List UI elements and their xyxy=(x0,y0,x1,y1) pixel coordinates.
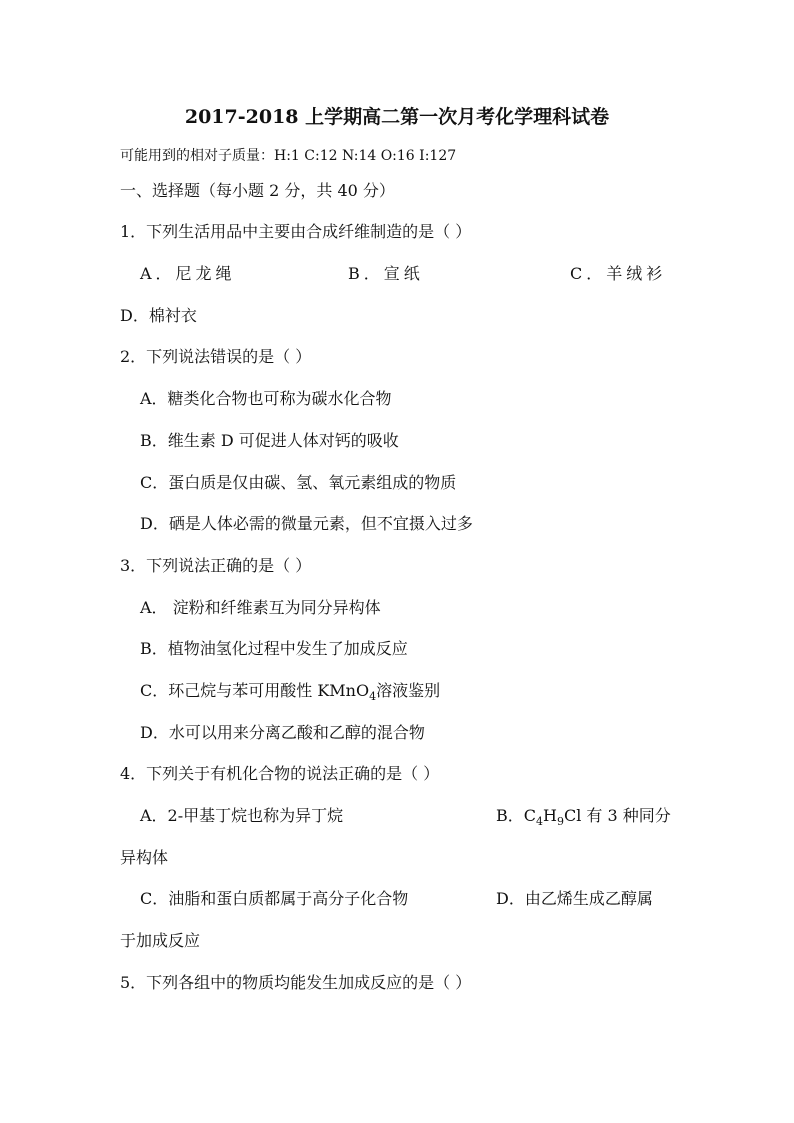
page-title: 2017-2018 上学期高二第一次月考化学理科试卷 xyxy=(184,106,610,128)
q3-option-c xyxy=(140,681,441,704)
q3-option-d: D．水可以用来分离乙酸和乙醇的混合物 xyxy=(140,723,425,742)
q4-stem: 4．下列关于有机化合物的说法正确的是（ ） xyxy=(120,764,440,783)
q4-option-a: A．2-甲基丁烷也称为异丁烷 xyxy=(140,806,344,825)
q3-option-c-text-pre: C．环己烷与苯可用酸性 KMnO xyxy=(140,681,370,700)
q2-stem: 2．下列说法错误的是（ ） xyxy=(120,347,312,366)
q3-option-c-text-post: 溶液鉴别 xyxy=(376,681,441,700)
q5-stem: 5．下列各组中的物质均能发生加成反应的是（ ） xyxy=(120,973,472,992)
q1-option-c: C．羊绒衫 xyxy=(570,264,667,283)
q4-option-b-text-mid: H xyxy=(543,806,557,825)
q1-option-d: D．棉衬衣 xyxy=(120,306,197,325)
section-heading: 一、选择题（每小题 2 分，共 40 分） xyxy=(120,181,395,200)
q4-option-b-subscript-2: 9 xyxy=(556,815,564,829)
q2-option-d: D．硒是人体必需的微量元素，但不宜摄入过多 xyxy=(140,514,473,533)
q3-option-b: B．植物油氢化过程中发生了加成反应 xyxy=(140,639,408,658)
q2-option-b: B．维生素 D 可促进人体对钙的吸收 xyxy=(140,431,399,450)
q4-option-b-continued: 异构体 xyxy=(120,848,169,867)
q4-option-b xyxy=(496,806,671,829)
q4-option-b-text-post: Cl 有 3 种同分 xyxy=(563,806,671,825)
q4-option-c: C．油脂和蛋白质都属于高分子化合物 xyxy=(140,889,409,908)
q1-stem: 1．下列生活用品中主要由合成纤维制造的是（ ） xyxy=(120,222,472,241)
q3-option-c-subscript: 4 xyxy=(369,690,377,704)
q4-option-d: D．由乙烯生成乙醇属 xyxy=(496,889,653,908)
atomic-masses-line: 可能用到的相对子质量：H:1 C:12 N:14 O:16 I:127 xyxy=(120,148,457,164)
q1-option-b: B．宣纸 xyxy=(348,264,424,283)
q2-option-a: A．糖类化合物也可称为碳水化合物 xyxy=(140,389,392,408)
q4-option-d-continued: 于加成反应 xyxy=(120,931,201,950)
q4-option-b-subscript-1: 4 xyxy=(536,815,544,829)
q1-option-a: A．尼龙绳 xyxy=(140,264,236,283)
q3-option-a: A． 淀粉和纤维素互为同分异构体 xyxy=(140,598,381,617)
q2-option-c: C．蛋白质是仅由碳、氢、氧元素组成的物质 xyxy=(140,473,457,492)
q3-stem: 3．下列说法正确的是（ ） xyxy=(120,556,312,575)
q4-option-b-text-pre: B．C xyxy=(496,806,537,825)
